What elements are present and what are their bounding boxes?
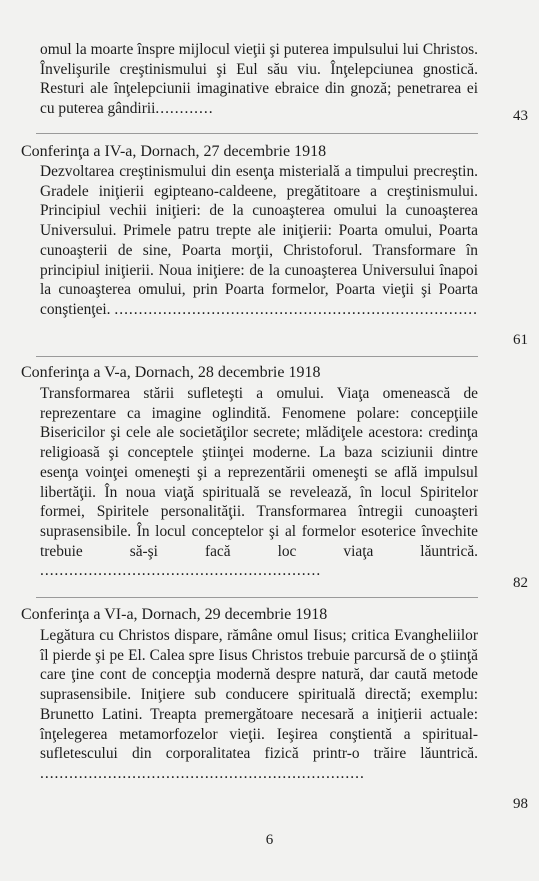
divider bbox=[36, 356, 478, 357]
entry-summary: Legătura cu Christos dispare, rămâne omul Iisus; critica Evangheliilor îl pierde şi pe El. Calea spre Iisus Christos trebuie parcursă de o ştiinţă care ţine cont de concepţia modernă despre natură, dar caută metode suprasensibile. Iniţiere sub conducere spirituală directă; exemplu: Brunetto Latini. Treapta premergătoare necesară a iniţierii actuale: înţelegerea metamorfozelor vieţii. Ieşirea conştientă a spiritual-sufletescului din corporalitatea fizică printr-o trăire lăuntrică. bbox=[40, 627, 478, 763]
toc-entry-continuation bbox=[40, 40, 478, 119]
toc-entry bbox=[40, 626, 478, 784]
entry-summary: Dezvoltarea creştinismului din esenţa misterială a timpului precreştin. Gradele iniţierii egipteano-caldeene, pregătitoare a creştinismului. Principiul vechii iniţieri: de la cunoaşterea omului la cunoaşterea Universului. Primele patru trepte ale iniţierii: Poarta omului, Poarta cunoaşterii de sine, Poarta morţii, Christoforul. Transformare în principiul iniţierii. Noua iniţiere: de la cunoaşterea Universului înapoi la cunoaşterea omului, prin Poarta formelor, Poarta vieţii şi Poarta conştienţei. bbox=[40, 163, 478, 318]
page-number: 43 bbox=[513, 108, 528, 124]
toc-entry bbox=[40, 162, 478, 320]
lecture-title: Conferinţa a V-a, Dornach, 28 decembrie 1918 bbox=[21, 364, 321, 381]
leader-dots: ........................................................................... bbox=[114, 300, 478, 318]
leader-dots: ................................................................... bbox=[40, 764, 365, 782]
divider bbox=[36, 133, 478, 134]
leader-dots: ............ bbox=[155, 100, 214, 118]
leader-dots: .......................................................... bbox=[40, 562, 322, 580]
lecture-title: Conferinţa a VI-a, Dornach, 29 decembrie 1918 bbox=[21, 606, 328, 623]
page-number: 61 bbox=[513, 332, 528, 348]
toc-entry bbox=[40, 384, 478, 581]
entry-summary: omul la moarte înspre mijlocul vieţii şi puterea impulsului lui Christos. Învelişurile creştinismului şi Eul său viu. Înţelepciunea gnostică. Resturi ale înţelepciunii imaginative ebraice din gnoză; penetrarea ei cu puterea gândirii bbox=[40, 41, 478, 118]
folio-page-number: 6 bbox=[265, 832, 274, 848]
entry-summary: Transformarea stării sufleteşti a omului. Viaţa omenească de reprezentare ca imagine oglindită. Fenomene polare: concepţiile Bisericilor şi cele ale societăţilor secrete; mlădiţele acestora: credinţa religioasă şi conceptele ştiinţei moderne. La baza sciziunii dintre esenţa voinţei omeneşti şi a reprezentării omeneşti se află impulsul libertăţii. În noua viaţă spirituală se revelează, în locul Spiritelor formei, Spiritele personalităţii. Transformarea întregii cunoaşteri suprasensibile. În locul conceptelor şi al formelor esoterice învechite trebuie să-şi facă loc viaţa lăuntrică. bbox=[40, 385, 478, 560]
lecture-title: Conferinţa a IV-a, Dornach, 27 decembrie 1918 bbox=[21, 143, 327, 160]
page-number: 82 bbox=[513, 575, 528, 591]
page-number: 98 bbox=[513, 796, 528, 812]
divider bbox=[36, 597, 478, 598]
